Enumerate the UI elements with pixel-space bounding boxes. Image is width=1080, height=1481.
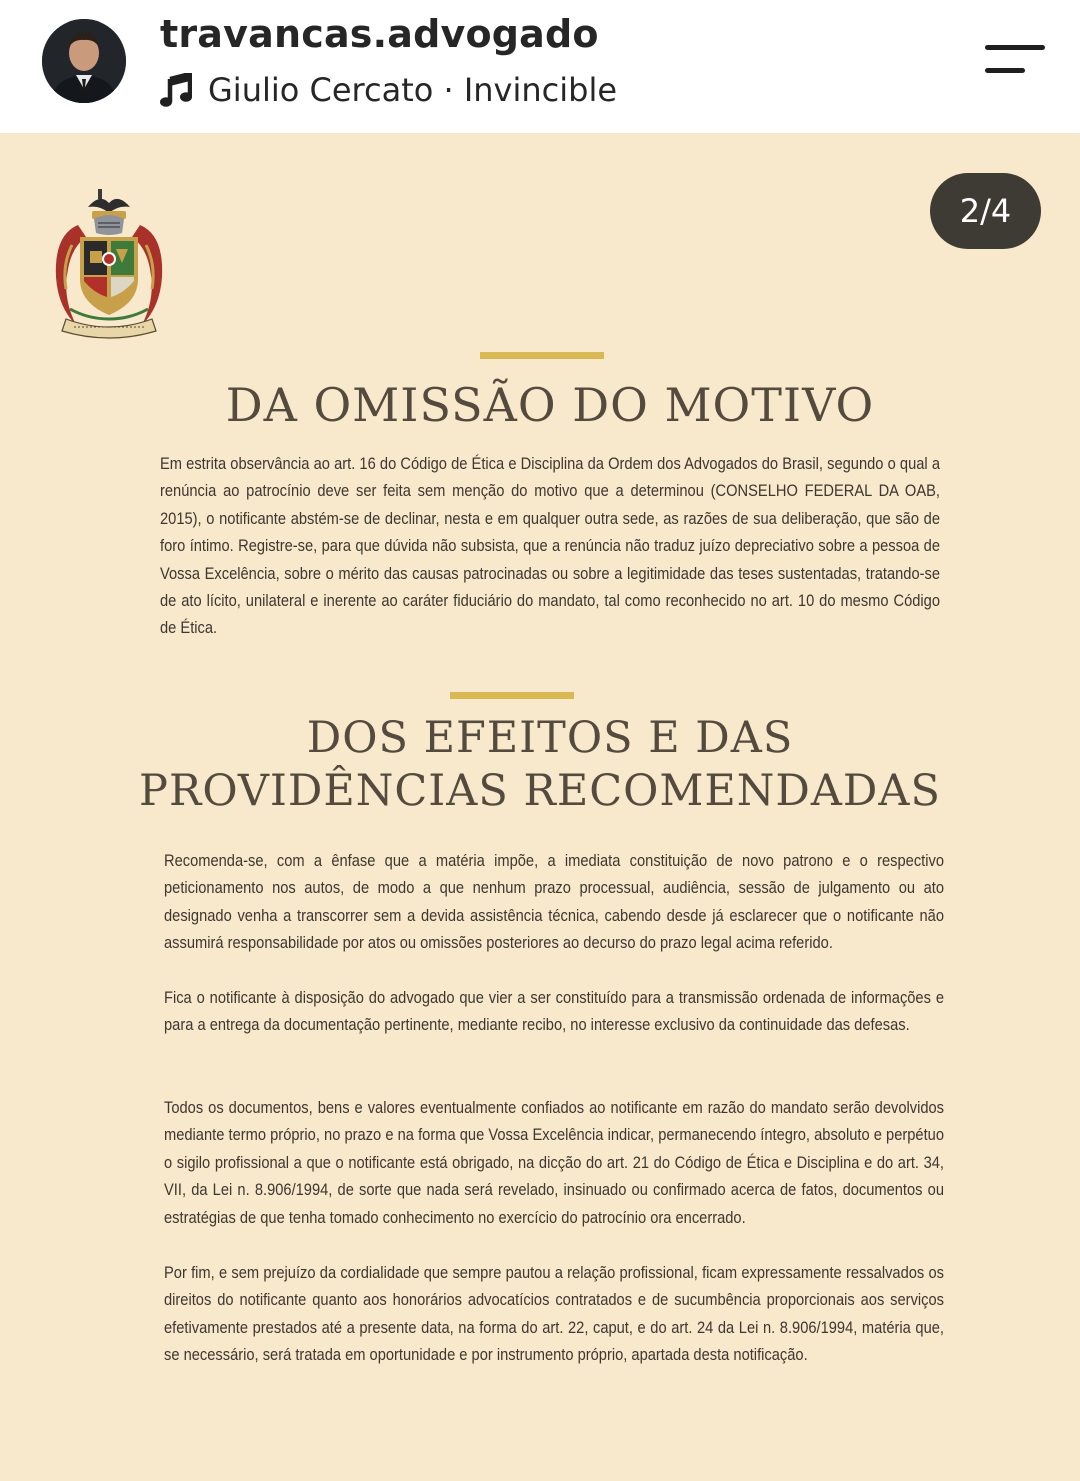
section-title-line: PROVIDÊNCIAS RECOMENDADAS — [139, 766, 941, 816]
carousel-slide — [0, 133, 1080, 1481]
music-note-icon — [160, 73, 192, 107]
username[interactable]: travancas.advogado — [160, 12, 599, 56]
profile-avatar[interactable] — [42, 19, 126, 103]
section-title-line: DOS EFEITOS E DAS — [306, 713, 794, 763]
coat-of-arms-logo — [48, 185, 170, 343]
music-attribution[interactable] — [160, 70, 617, 110]
music-track-label: Giulio Cercato · Invincible — [208, 71, 618, 109]
section-paragraph: Por fim, e sem prejuízo da cordialidade que sempre pautou a relação profissional, ficam expressamente ressalvados os direitos do notificante quanto aos honorários advocatícios contratados e de sucumbência proporcionais aos serviços efetivamente prestados até a presente data, na forma do art. 22, caput, e do art. 24 da Lei n. 8.906/1994, matéria que, se necessário, será tratada em oportunidade e por instrumento próprio, apartada desta notificação. — [164, 1264, 945, 1365]
section-divider-rule — [480, 352, 604, 359]
post-header — [0, 0, 1080, 133]
section-paragraph: Todos os documentos, bens e valores eventualmente confiados ao notificante em razão do mandato serão devolvidos mediante termo próprio, no prazo e na forma que Vossa Excelência indicar, permanecendo íntegro, absoluto e perpétuo o sigilo profissional a que o notificante está obrigado, na dicção do art. 21 do Código de Ética e Disciplina e do art. 34, VII, da Lei n. 8.906/1994, de sorte que nada será revelado, insinuado ou confirmado acerca de fatos, documentos ou estratégias de que tenha tomado conhecimento no exercício do patrocínio ora encerrado. — [164, 1099, 945, 1227]
section-paragraph: Recomenda-se, com a ênfase que a matéria impõe, a imediata constituição de novo patrono e o respectivo peticionamento nos autos, de modo a que nenhum prazo processual, audiência, sessão de julgamento ou ato designado venha a transcorrer sem a devida assistência técnica, cabendo desde já esclarecer que o notificante não assumirá responsabilidade por atos ou omissões posteriores ao decurso do prazo legal acima referido. — [164, 852, 945, 953]
avatar-photo — [42, 19, 126, 103]
section-divider-rule — [450, 692, 574, 699]
slide-counter-badge — [930, 173, 1041, 249]
slide-counter-text: 2/4 — [959, 192, 1012, 230]
section-title: DA OMISSÃO DO MOTIVO — [225, 378, 875, 432]
menu-icon[interactable] — [985, 40, 1051, 80]
section-paragraph: Em estrita observância ao art. 16 do Código de Ética e Disciplina da Ordem dos Advogados do Brasil, segundo o qual a renúncia ao patrocínio deve ser feita sem menção do motivo que a determinou (CONSELHO FEDERAL DA OAB, 2015), o notificante abstém-se de declinar, nesta e em qualquer outra sede, as razões de sua deliberação, que são de foro íntimo. Registre-se, para que dúvida não subsista, que a renúncia não traduz juízo depreciativo sobre a pessoa de Vossa Excelência, sobre o mérito das causas patrocinadas ou sobre a legitimidade das teses sustentadas, tratando-se de ato lícito, unilateral e inerente ao caráter fiduciário do mandato, tal como reconhecido no art. 10 do mesmo Código de Ética. — [160, 455, 941, 638]
section-paragraph: Fica o notificante à disposição do advogado que vier a ser constituído para a transmissão ordenada de informações e para a entrega da documentação pertinente, mediante recibo, no interesse exclusivo da continuidade das defesas. — [164, 989, 945, 1035]
